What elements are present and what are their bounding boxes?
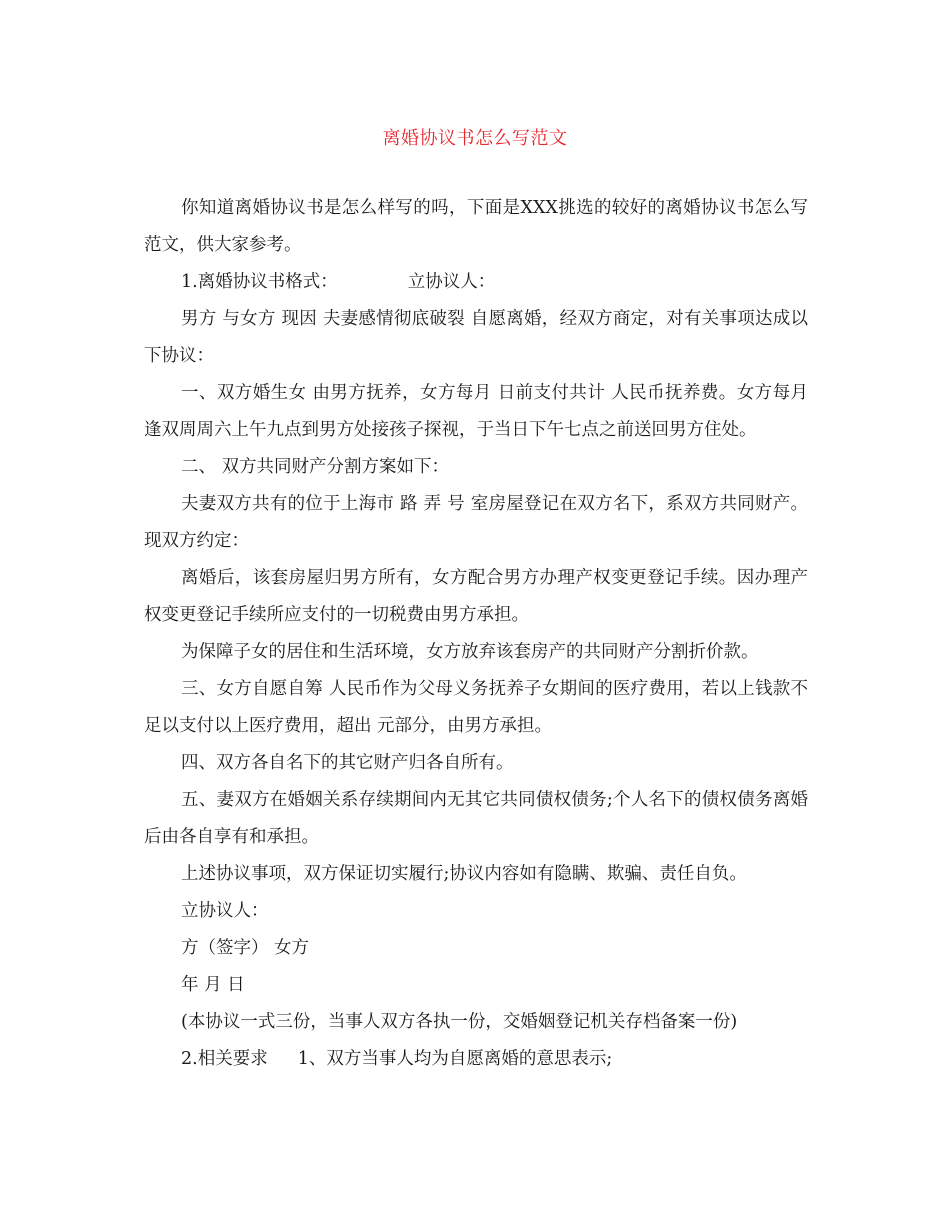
requirements-heading: 2.相关要求 (181, 1049, 268, 1069)
clause-paragraph-medical: 三、女方自愿自筹 人民币作为父母义务抚养子女期间的医疗费用，若以上钱款不足以支付以上医疗费用，超出 元部分，由男方承担。 (144, 679, 808, 736)
intro-paragraph: 你知道离婚协议书是怎么样写的吗，下面是XXX挑选的较好的离婚协议书怎么写范文，供大家参考。 (144, 198, 808, 255)
clause-paragraph-waiver: 为保障子女的居住和生活环境，女方放弃该套房产的共同财产分割折价款。 (181, 642, 759, 662)
requirements-line (144, 1041, 808, 1078)
signature-line: 方（签字） 女方 (181, 938, 310, 958)
document-body (144, 190, 808, 1078)
clause-paragraph-property-heading: 二、 双方共同财产分割方案如下： (181, 457, 450, 477)
copies-note: (本协议一式三份，当事人双方各执一份，交婚姻登记机关存档备案一份) (181, 1012, 738, 1032)
signature-party-label: 立协议人： (181, 901, 269, 921)
clause-paragraph-other-property: 四、双方各自名下的其它财产归各自所有。 (181, 753, 514, 773)
clause-paragraph-preamble: 男方 与女方 现因 夫妻感情彻底破裂 自愿离婚，经双方商定，对有关事项达成以下协议： (144, 309, 808, 366)
requirements-item-1: 1、双方当事人均为自愿离婚的意思表示; (297, 1049, 613, 1069)
document-title: 离婚协议书怎么写范文 (382, 128, 568, 149)
format-heading-line (144, 264, 808, 301)
format-party-label: 立协议人： (407, 272, 496, 292)
format-heading: 1.离婚协议书格式： (181, 272, 338, 292)
clause-paragraph-house: 夫妻双方共有的位于上海市 路 弄 号 室房屋登记在双方名下，系双方共同财产。现双方约定： (144, 494, 808, 551)
clause-paragraph-debts: 五、妻双方在婚姻关系存续期间内无其它共同债权债务;个人名下的债权债务离婚后由各自享有和承担。 (144, 790, 808, 847)
clause-paragraph-guarantee: 上述协议事项，双方保证切实履行;协议内容如有隐瞒、欺骗、责任自负。 (181, 864, 747, 884)
date-line: 年 月 日 (181, 975, 245, 995)
clause-paragraph-child-custody: 一、双方婚生女 由男方抚养，女方每月 日前支付共计 人民币抚养费。女方每月逢双周周六上午九点到男方处接孩子探视，于当日下午七点之前送回男方住处。 (144, 383, 808, 440)
clause-paragraph-house-transfer: 离婚后，该套房屋归男方所有，女方配合男方办理产权变更登记手续。因办理产权变更登记手续所应支付的一切税费由男方承担。 (144, 568, 808, 625)
